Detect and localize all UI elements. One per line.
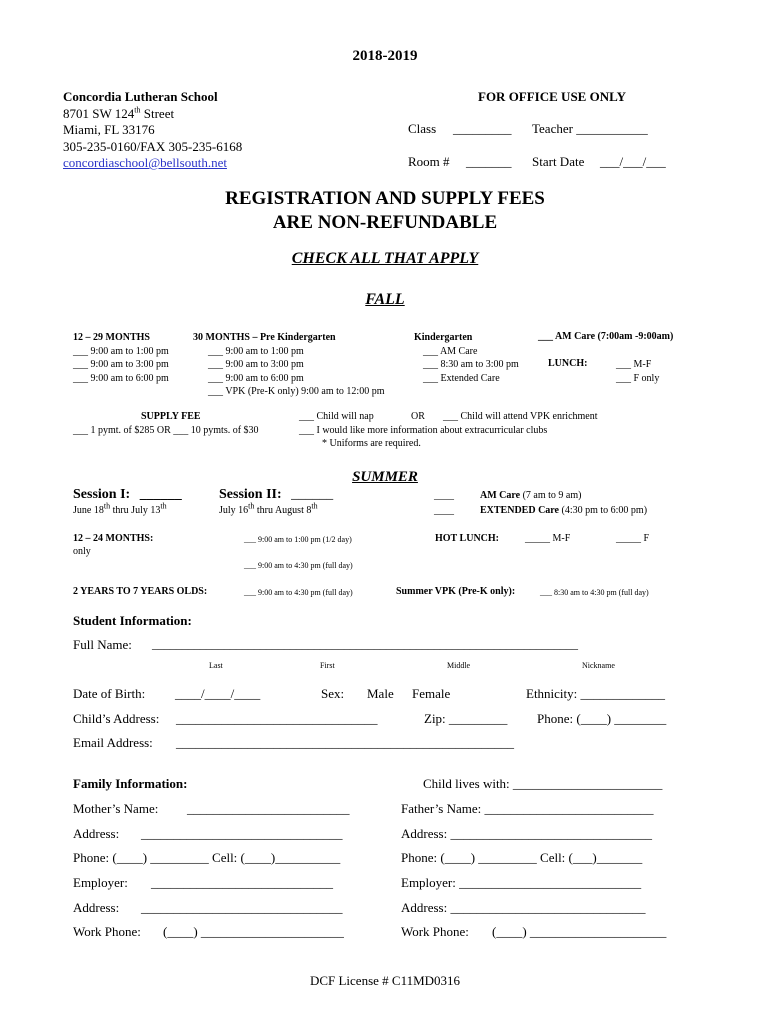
email-label: Email Address: xyxy=(73,735,153,750)
dcf-license: DCF License # C11MD0316 xyxy=(309,973,461,988)
office-teacher-field[interactable]: Teacher ___________ xyxy=(532,121,648,136)
mother-name-field[interactable]: _________________________ xyxy=(187,801,350,816)
student-heading: Student Information: xyxy=(73,613,192,628)
mother-work-address-label: Address: xyxy=(73,900,120,915)
session2-label: Session II: ______ xyxy=(219,487,334,502)
office-room-field[interactable]: _______ xyxy=(466,154,512,169)
full-name-field[interactable]: _______________________________________________________________________ xyxy=(152,637,578,651)
fall-kinder-title: Kindergarten xyxy=(414,332,473,343)
ethnicity-field[interactable]: Ethnicity: _____________ xyxy=(526,686,666,701)
school-email-link[interactable]: concordiaschool@bellsouth.net xyxy=(63,155,227,170)
summer-vpk-label: Summer VPK (Pre-K only): xyxy=(396,586,516,597)
nap-option[interactable]: ___ Child will nap xyxy=(299,411,374,422)
summer-infant-only: only xyxy=(73,546,91,557)
school-street: 8701 SW 124th Street xyxy=(63,105,175,121)
fall-prek-option[interactable]: ___ VPK (Pre-K only) 9:00 am to 12:00 pm xyxy=(208,386,385,398)
full-name-label: Full Name: xyxy=(73,637,132,652)
sex-label: Sex: xyxy=(321,686,345,701)
child-address-field[interactable]: _______________________________ xyxy=(176,711,378,726)
fall-prek-option[interactable]: ___ 9:00 am to 1:00 pm xyxy=(208,345,304,357)
fall-infant-option[interactable]: ___ 9:00 am to 1:00 pm xyxy=(73,345,169,357)
father-work-address-field[interactable]: Address: ______________________________ xyxy=(401,900,646,915)
summer-heading: SUMMER xyxy=(352,469,418,485)
uniforms-note: * Uniforms are required. xyxy=(322,438,421,449)
name-sub-first: First xyxy=(320,661,335,670)
fall-lunch-options xyxy=(616,358,659,385)
fall-kinder-option[interactable]: ___ AM Care xyxy=(423,345,478,357)
fall-infant-option[interactable]: ___ 9:00 am to 3:00 pm xyxy=(73,359,169,371)
mother-employer-field[interactable]: ____________________________ xyxy=(151,875,333,890)
notice-line1: REGISTRATION AND SUPPLY FEES xyxy=(225,188,545,209)
fall-col-infant xyxy=(73,331,169,385)
sex-female-option[interactable]: Female xyxy=(412,686,451,701)
fall-lunch-label: LUNCH: xyxy=(548,358,588,369)
father-employer-field[interactable]: Employer: ____________________________ xyxy=(401,875,642,890)
fall-am-care-option[interactable]: ___ AM Care (7:00am -9:00am) xyxy=(538,331,674,342)
summer-extended-field[interactable]: ____ xyxy=(434,505,454,516)
session2-field[interactable]: ______ xyxy=(291,487,334,502)
name-sub-middle: Middle xyxy=(447,661,471,670)
school-phone: 305-235-0160/FAX 305-235-6168 xyxy=(63,138,243,154)
office-start-field[interactable]: ___/___/___ xyxy=(600,154,666,169)
supply-fee-option[interactable]: ___ 1 pymt. of $285 OR ___ 10 pymts. of $30 xyxy=(73,425,259,436)
school-block xyxy=(63,89,242,172)
summer-vpk-option[interactable]: ___ 8:30 am to 4:30 pm (full day) xyxy=(540,588,649,597)
office-class-label: Class xyxy=(408,121,437,136)
fall-col-kinder xyxy=(414,331,519,385)
fall-prek-title: 30 MONTHS – Pre Kindergarten xyxy=(193,332,336,343)
name-sub-nickname: Nickname xyxy=(582,661,615,670)
father-address-field[interactable]: Address: _______________________________ xyxy=(401,826,652,841)
supply-fee-title: SUPPLY FEE xyxy=(141,411,201,422)
fall-heading: FALL xyxy=(365,291,405,308)
summer-am-care-field[interactable]: ____ xyxy=(434,490,454,501)
fall-lunch-option[interactable]: ___ F only xyxy=(616,372,660,384)
mother-work-phone-field[interactable]: (____) ______________________ xyxy=(163,924,344,939)
office-heading: FOR OFFICE USE ONLY xyxy=(478,89,626,104)
sex-male-option[interactable]: Male xyxy=(367,686,394,701)
mother-employer-label: Employer: xyxy=(73,875,128,890)
email-field[interactable]: ____________________________________________________ xyxy=(176,735,514,750)
year: 2018-2019 xyxy=(352,48,418,64)
dob-label: Date of Birth: xyxy=(73,686,146,701)
fall-lunch-option[interactable]: ___ M-F xyxy=(616,359,652,370)
office-start-label: Start Date xyxy=(532,154,585,169)
dob-field[interactable]: ____/____/____ xyxy=(175,686,261,701)
family-heading: Family Information: xyxy=(73,776,188,791)
session1-field[interactable]: ______ xyxy=(139,487,182,502)
mother-address-field[interactable]: _______________________________ xyxy=(141,826,343,841)
mother-phone-field[interactable]: Phone: (____) _________ Cell: (____)__________ xyxy=(73,850,341,865)
fall-prek-option[interactable]: ___ 9:00 am to 6:00 pm xyxy=(208,372,304,384)
school-name: Concordia Lutheran School xyxy=(63,89,218,104)
summer-older-option[interactable]: ___ 9:00 am to 4:30 pm (full day) xyxy=(244,588,353,597)
fall-infant-option[interactable]: ___ 9:00 am to 6:00 pm xyxy=(73,372,169,384)
or-label: OR xyxy=(411,411,425,422)
father-work-phone-label: Work Phone: xyxy=(401,924,469,939)
father-name-field[interactable]: Father’s Name: __________________________ xyxy=(401,801,654,816)
summer-hot-lunch-f[interactable]: _____ F xyxy=(616,533,650,544)
session1-dates: June 18th thru July 13th xyxy=(73,501,167,516)
fall-kinder-option[interactable]: ___ Extended Care xyxy=(423,372,500,384)
mother-work-phone-label: Work Phone: xyxy=(73,924,141,939)
summer-hot-lunch-mf[interactable]: _____ M-F xyxy=(525,533,571,544)
school-city: Miami, FL 33176 xyxy=(63,122,155,137)
zip-field[interactable]: Zip: _________ xyxy=(424,711,508,726)
vpk-enrichment-option[interactable]: ___ Child will attend VPK enrichment xyxy=(443,411,598,422)
check-all-heading: CHECK ALL THAT APPLY xyxy=(291,250,479,267)
office-class-field[interactable]: _________ xyxy=(453,121,512,136)
child-phone-field[interactable]: Phone: (____) ________ xyxy=(537,711,667,726)
fall-prek-option[interactable]: ___ 9:00 am to 3:00 pm xyxy=(208,359,304,371)
mother-address-label: Address: xyxy=(73,826,120,841)
clubs-option[interactable]: ___ I would like more information about extracurricular clubs xyxy=(299,425,548,436)
summer-hot-lunch-label: HOT LUNCH: xyxy=(435,533,499,544)
session2-dates: July 16th thru August 8th xyxy=(219,501,318,516)
notice-line2: ARE NON-REFUNDABLE xyxy=(272,212,498,233)
mother-name-label: Mother’s Name: xyxy=(73,801,159,816)
father-phone-field[interactable]: Phone: (____) _________ Cell: (___)_______ xyxy=(401,850,643,865)
mother-work-address-field[interactable]: _______________________________ xyxy=(141,900,343,915)
summer-infant-label: 12 – 24 MONTHS: xyxy=(73,533,154,544)
father-work-phone-field[interactable]: (____) _____________________ xyxy=(492,924,667,939)
office-room-label: Room # xyxy=(408,154,450,169)
summer-infant-option[interactable]: ___ 9:00 am to 1:00 pm (1/2 day) xyxy=(244,535,352,544)
fall-col-prek xyxy=(193,331,384,399)
lives-with-field[interactable]: Child lives with: _______________________ xyxy=(423,776,663,791)
summer-infant-option[interactable]: ___ 9:00 am to 4:30 pm (full day) xyxy=(244,561,353,570)
summer-extended-care: EXTENDED Care (4:30 pm to 6:00 pm) xyxy=(480,505,648,516)
session1-label: Session I: ______ xyxy=(73,487,182,502)
fall-infant-title: 12 – 29 MONTHS xyxy=(73,332,150,343)
summer-am-care: AM Care (7 am to 9 am) xyxy=(480,490,582,501)
fall-kinder-option[interactable]: ___ 8:30 am to 3:00 pm xyxy=(423,359,519,371)
summer-older-label: 2 YEARS TO 7 YEARS OLDS: xyxy=(73,586,208,597)
child-address-label: Child’s Address: xyxy=(73,711,160,726)
name-sub-last: Last xyxy=(209,661,223,670)
